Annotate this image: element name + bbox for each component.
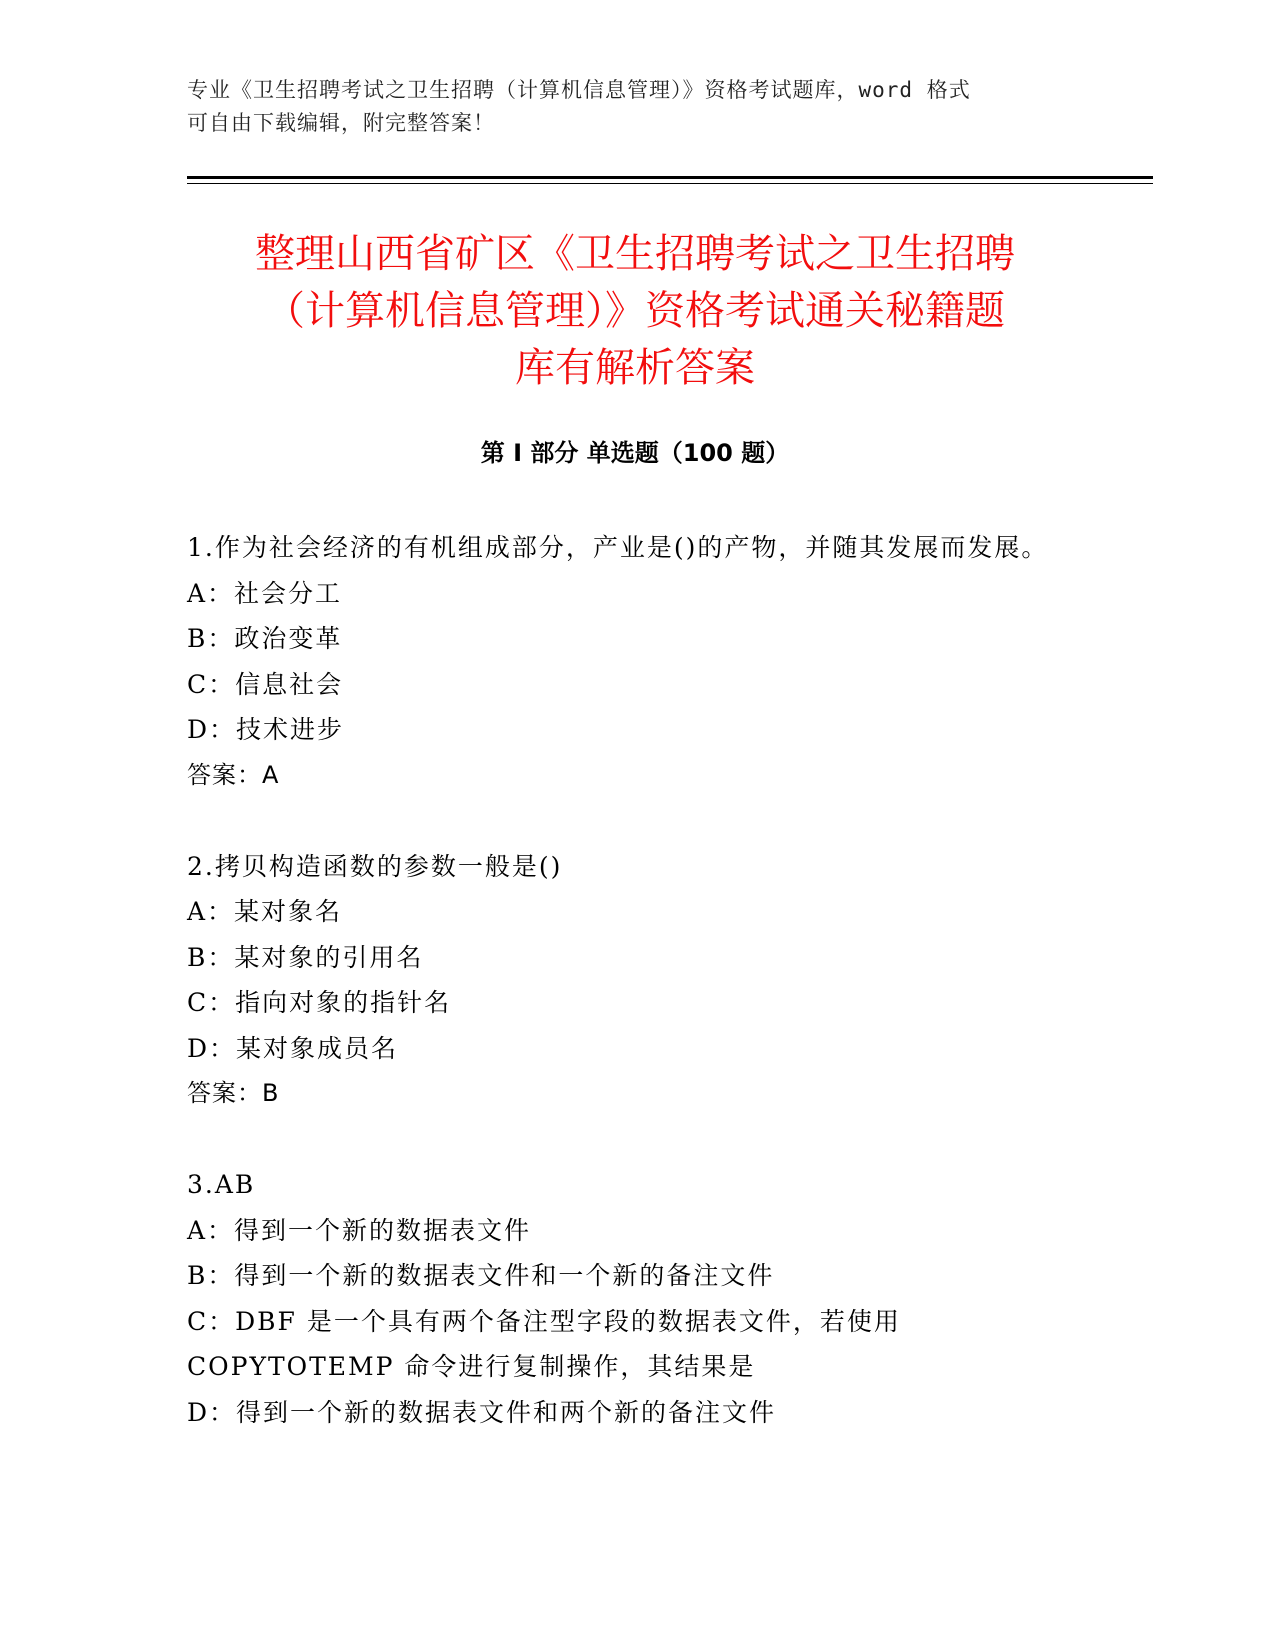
option-d: D：得到一个新的数据表文件和两个新的备注文件 — [187, 1397, 777, 1427]
answer: 答案：B — [187, 1079, 280, 1107]
question-3 — [187, 1162, 1087, 1435]
option-a: A：社会分工 — [187, 578, 343, 608]
question-2 — [187, 844, 1087, 1117]
title-line-2: （计算机信息管理）》资格考试通关秘籍题 — [265, 288, 1005, 334]
document-title — [187, 226, 1083, 397]
option-c: C：DBF 是一个具有两个备注型字段的数据表文件，若使用 COPYTOTEMP 命令进行复制操作，其结果是 — [187, 1306, 901, 1381]
title-line-1: 整理山西省矿区《卫生招聘考试之卫生招聘 — [255, 231, 1015, 277]
question-list — [187, 525, 1087, 1435]
section-title: 第 I 部分 单选题（100 题） — [480, 439, 790, 467]
option-b: B：得到一个新的数据表文件和一个新的备注文件 — [187, 1261, 775, 1290]
header-divider-thin — [187, 183, 1153, 184]
option-a: A：得到一个新的数据表文件 — [187, 1215, 532, 1245]
option-a: A：某对象名 — [187, 897, 343, 926]
header-note-line-2: 可自由下载编辑，附完整答案！ — [187, 111, 495, 135]
option-c: C：指向对象的指针名 — [187, 988, 452, 1017]
question-text: 3.AB — [187, 1170, 256, 1199]
question-1 — [187, 525, 1087, 798]
option-d: D：某对象成员名 — [187, 1033, 399, 1063]
header-divider-thick — [187, 176, 1153, 179]
option-b: B：某对象的引用名 — [187, 942, 424, 972]
header-note — [187, 74, 1067, 140]
title-line-3: 库有解析答案 — [515, 345, 755, 391]
option-d: D：技术进步 — [187, 715, 345, 744]
question-text: 2.拷贝构造函数的参数一般是() — [187, 851, 563, 881]
option-c: C：信息社会 — [187, 669, 344, 699]
question-text: 1.作为社会经济的有机组成部分，产业是()的产物，并随其发展而发展。 — [187, 533, 1049, 562]
header-note-line-1: 专业《卫生招聘考试之卫生招聘（计算机信息管理）》资格考试题库，word 格式 — [187, 78, 971, 102]
option-b: B：政治变革 — [187, 624, 343, 653]
answer: 答案：A — [187, 760, 280, 789]
